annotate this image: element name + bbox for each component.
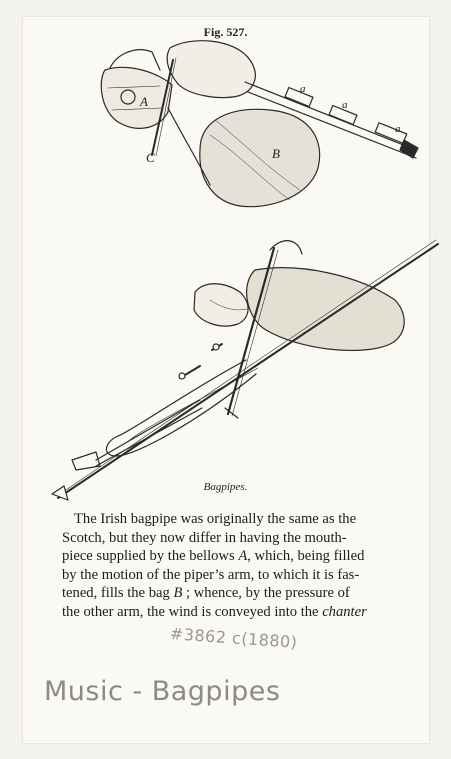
label-a-1: a (300, 83, 306, 95)
text-line-3 (62, 547, 428, 566)
text-line-6-pre: the other arm, the wind is conveyed into the (62, 603, 323, 620)
scotch-bagpipe-drawing (52, 240, 438, 500)
text-line-6 (62, 603, 428, 622)
pencil-category-label: Music - Bagpipes (44, 676, 281, 707)
figure-caption: Bagpipes. (203, 481, 248, 493)
text-line-6-chanter: chanter (322, 603, 367, 620)
label-B-upper: B (272, 146, 280, 161)
body-paragraph (62, 510, 428, 622)
text-line-3-post: , which, being filled (247, 548, 365, 565)
text-line-3-pre: piece supplied by the bellows (62, 548, 239, 565)
text-line-5-letter-B: B (173, 585, 183, 602)
label-C-upper: C (146, 150, 155, 165)
label-a-3: a (395, 123, 401, 135)
bag-drawing (167, 41, 319, 207)
figure-label: Fig. 527. (203, 25, 248, 39)
text-line-5-post: ; whence, by the pressure of (182, 585, 350, 602)
text-line-2: Scotch, but they now differ in having the mouth- (62, 529, 347, 546)
text-line-5 (62, 584, 428, 603)
text-line-1: The Irish bagpipe was originally the same as the (74, 511, 357, 527)
text-line-4: by the motion of the piper’s arm, to which it is fas- (62, 566, 360, 583)
text-line-3-letter-A: A (238, 548, 248, 565)
pencil-reference-number: #3862 c(1880) (169, 624, 299, 652)
text-line-5-pre: tened, fills the bag (62, 585, 174, 602)
label-A-upper: A (140, 94, 148, 109)
label-a-2: a (342, 99, 348, 111)
